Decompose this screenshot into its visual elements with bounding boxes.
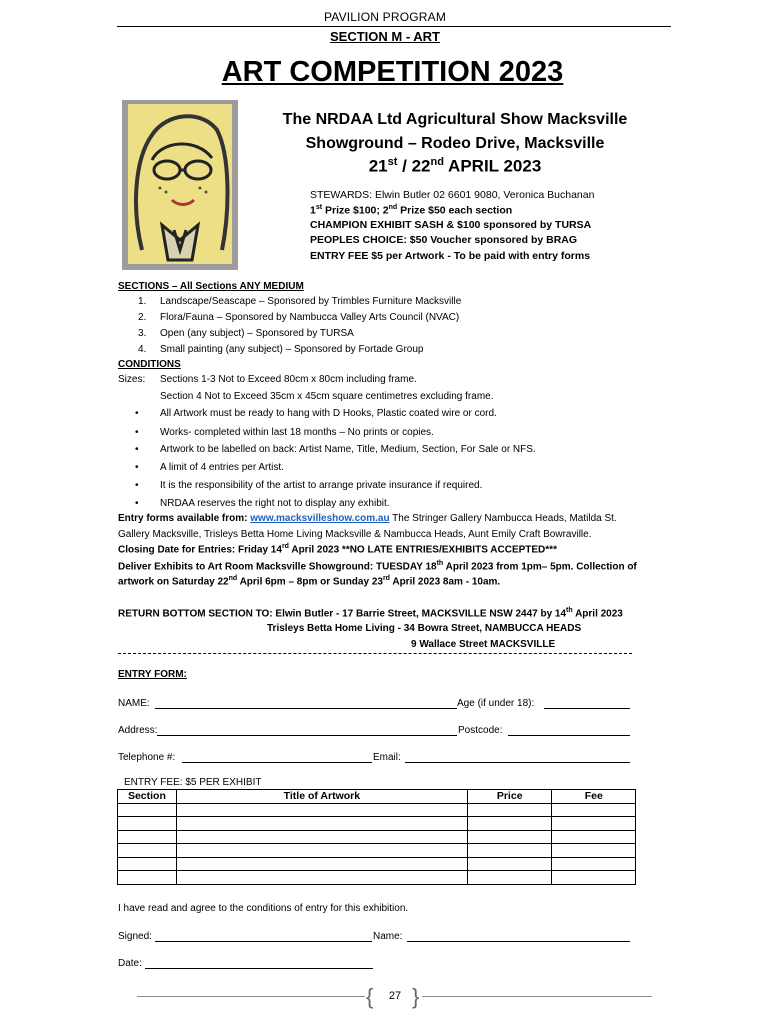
delivery-info: Deliver Exhibits to Art Room Macksville Showground: TUESDAY 18th April 2023 from 1pm– 5pm. Collection of	[118, 560, 637, 573]
return-address: RETURN BOTTOM SECTION TO: Elwin Butler - 17 Barrie Street, MACKSVILLE NSW 2447 by 14th April 2023	[118, 607, 623, 620]
telephone-field[interactable]	[182, 762, 372, 763]
entries-table	[117, 789, 636, 885]
condition-item: • Works- completed within last 18 months – No prints or copies.	[160, 427, 434, 438]
agreement-text: I have read and agree to the conditions of entry for this exhibition.	[118, 903, 409, 914]
column-header: Price	[467, 790, 552, 804]
table-row[interactable]	[118, 857, 636, 871]
entry-forms-availability: Entry forms available from: www.macksvilleshow.com.au The Stringer Gallery Nambucca Heads, Matilda St.	[118, 513, 617, 524]
condition-item: • It is the responsibility of the artist to arrange private insurance if required.	[160, 480, 482, 491]
name-label: NAME:	[118, 698, 150, 709]
email-label: Email:	[373, 752, 401, 763]
entry-form-heading: ENTRY FORM:	[118, 669, 187, 680]
column-header: Title of Artwork	[176, 790, 467, 804]
champion-info: CHAMPION EXHIBIT SASH & $100 sponsored by TURSA	[310, 219, 592, 231]
footer-rule-right	[422, 996, 652, 997]
peoples-choice: PEOPLES CHOICE: $50 Voucher sponsored by BRAG	[310, 234, 578, 246]
table-header-row	[118, 790, 636, 804]
footer-rule-left	[137, 996, 365, 997]
conditions-heading: CONDITIONS	[118, 359, 181, 370]
brace-left-icon: {	[366, 984, 374, 1009]
size-rule: Section 4 Not to Exceed 35cm x 45cm square centimetres excluding frame.	[160, 391, 494, 402]
age-label: Age (if under 18):	[457, 698, 535, 709]
table-row[interactable]	[118, 844, 636, 858]
address-label: Address:	[118, 725, 158, 736]
column-header: Fee	[552, 790, 636, 804]
table-row[interactable]	[118, 817, 636, 831]
sections-heading: SECTIONS – All Sections ANY MEDIUM	[118, 281, 304, 292]
section-number: 1.	[138, 296, 147, 307]
section-item: Landscape/Seascape – Sponsored by Trimbles Furniture Macksville	[160, 296, 462, 307]
email-field[interactable]	[405, 762, 630, 763]
show-website-link[interactable]: www.macksvilleshow.com.au	[250, 513, 390, 524]
cut-line	[118, 653, 632, 654]
return-address-3: 9 Wallace Street MACKSVILLE	[411, 639, 556, 650]
size-rule: Sections 1-3 Not to Exceed 80cm x 80cm including frame.	[160, 374, 417, 385]
condition-item: • A limit of 4 entries per Artist.	[160, 462, 284, 473]
collection-info: artwork on Saturday 22nd April 6pm – 8pm or Sunday 23rd April 2023 8am - 10am.	[118, 575, 501, 588]
show-name: The NRDAA Ltd Agricultural Show Macksville	[282, 111, 628, 128]
section-item: Open (any subject) – Sponsored by TURSA	[160, 328, 354, 339]
stewards: STEWARDS: Elwin Butler 02 6601 9080, Veronica Buchanan	[310, 189, 595, 201]
entry-forms-locations: Gallery Macksville, Trisleys Betta Home Living Macksville & Nambucca Heads, Aunt Emily Craft Bowraville.	[118, 529, 592, 540]
sign-name-field[interactable]	[407, 941, 630, 942]
entry-fee-info: ENTRY FEE $5 per Artwork - To be paid with entry forms	[310, 250, 591, 262]
entry-fee-label: ENTRY FEE: $5 PER EXHIBIT	[124, 777, 262, 788]
condition-item: • NRDAA reserves the right not to display any exhibit.	[160, 498, 390, 509]
address-field[interactable]	[157, 735, 457, 736]
column-header: Section	[118, 790, 177, 804]
closing-date: Closing Date for Entries: Friday 14rd April 2023 **NO LATE ENTRIES/EXHIBITS ACCEPTED***	[118, 543, 557, 556]
condition-item: • All Artwork must be ready to hang with D Hooks, Plastic coated wire or cord.	[160, 408, 497, 419]
postcode-field[interactable]	[508, 735, 630, 736]
artwork-photo	[122, 100, 238, 270]
condition-item: • Artwork to be labelled on back: Artist Name, Title, Medium, Section, For Sale or NFS.	[160, 444, 536, 455]
signature-field[interactable]	[155, 941, 372, 942]
age-field[interactable]	[544, 708, 630, 709]
table-row[interactable]	[118, 803, 636, 817]
page-number: 27	[388, 990, 402, 1002]
signed-label: Signed:	[118, 931, 152, 942]
section-item: Small painting (any subject) – Sponsored by Fortade Group	[160, 344, 424, 355]
sizes-label: Sizes:	[118, 374, 146, 385]
date-field[interactable]	[145, 968, 373, 969]
program-header: PAVILION PROGRAM	[323, 10, 447, 24]
section-number: 2.	[138, 312, 147, 323]
sign-name-label: Name:	[373, 931, 403, 942]
header-rule	[117, 26, 671, 27]
telephone-label: Telephone #:	[118, 752, 176, 763]
table-row[interactable]	[118, 830, 636, 844]
brace-right-icon: }	[412, 984, 420, 1009]
prize-info: 1st Prize $100; 2nd Prize $50 each section	[310, 204, 513, 217]
date-label: Date:	[118, 958, 142, 969]
name-field[interactable]	[155, 708, 457, 709]
show-dates: 21st / 22nd APRIL 2023	[368, 156, 542, 176]
section-item: Flora/Fauna – Sponsored by Nambucca Valley Arts Council (NVAC)	[160, 312, 460, 323]
table-row[interactable]	[118, 871, 636, 885]
postcode-label: Postcode:	[458, 725, 503, 736]
show-location: Showground – Rodeo Drive, Macksville	[305, 135, 605, 152]
section-number: 4.	[138, 344, 147, 355]
page-title: ART COMPETITION 2023	[221, 56, 564, 88]
return-address-2: Trisleys Betta Home Living - 34 Bowra Street, NAMBUCCA HEADS	[267, 623, 582, 634]
section-number: 3.	[138, 328, 147, 339]
section-heading: SECTION M - ART	[329, 29, 440, 44]
